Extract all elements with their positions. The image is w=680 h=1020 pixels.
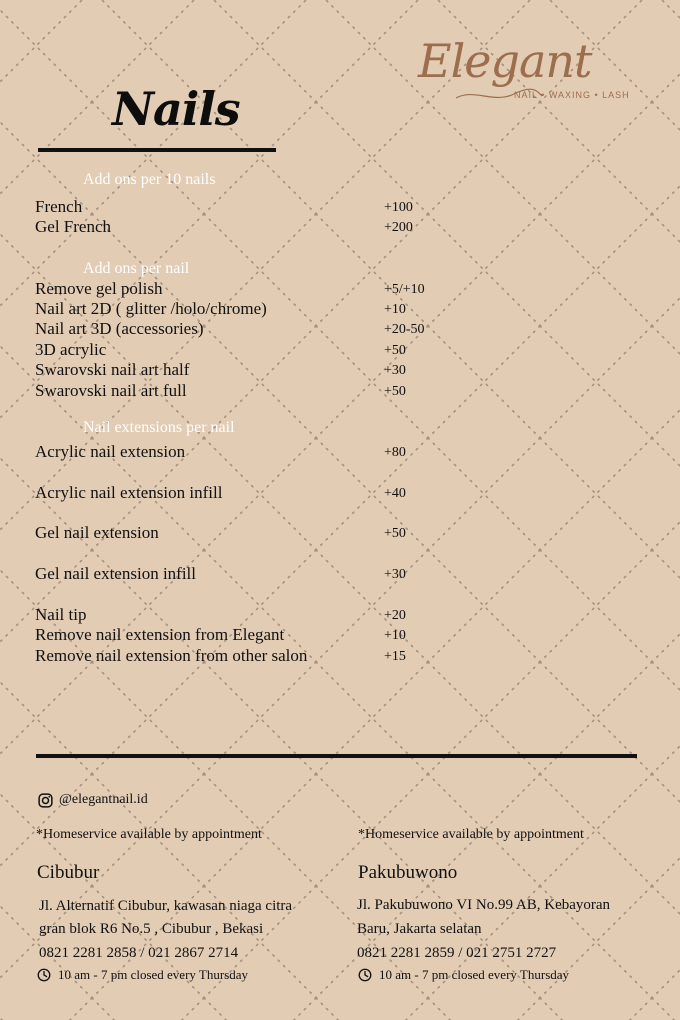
menu-item-price: +50 [384,526,406,541]
title-underline [38,148,276,152]
menu-item-name: Gel nail extension infill [35,564,196,583]
menu-item-price: +5/+10 [384,282,425,297]
page-title: Nails [112,82,240,136]
opening-hours [37,967,248,983]
menu-item-name: Remove nail extension from other salon [35,646,308,665]
menu-item-price: +10 [384,628,406,643]
menu-item-name: Acrylic nail extension infill [35,483,223,502]
logo-subtitle: NAIL • WAXING • LASH [514,90,630,100]
menu-item-name: Remove gel polish [35,279,163,298]
hours-text: 10 am - 7 pm closed every Thursday [58,967,249,982]
menu-item-price: +20 [384,608,406,623]
menu-item-price: +20-50 [384,322,425,337]
menu-item-name: 3D acrylic [35,340,107,359]
section-label-extensions: Nail extensions per nail [83,419,235,436]
homeservice-note: *Homeservice available by appointment [36,827,262,842]
menu-item-price: +50 [384,384,406,399]
menu-item-price: +200 [384,220,413,235]
menu-item-name: Nail art 2D ( glitter /holo/chrome) [35,299,267,318]
phone-numbers: 0821 2281 2859 / 021 2751 2727 [357,945,557,961]
address-line-1: Jl. Alternatif Cibubur, kawasan niaga citra [39,898,293,914]
logo-script: Elegant [418,34,592,88]
menu-item-name: French [35,197,83,216]
section-label-add-ons-10: Add ons per 10 nails [83,171,216,188]
homeservice-note: *Homeservice available by appointment [358,827,584,842]
footer-divider [36,754,637,758]
menu-item-name: Gel nail extension [35,523,159,542]
menu-item-price: +80 [384,445,406,460]
hours-text: 10 am - 7 pm closed every Thursday [379,967,570,982]
clock-icon [358,968,372,982]
section-label-add-ons-nail: Add ons per nail [83,260,190,277]
menu-item-price: +10 [384,302,406,317]
menu-item-name: Acrylic nail extension [35,442,186,461]
menu-item-price: +30 [384,363,406,378]
menu-item-name: Swarovski nail art full [35,381,187,400]
address-line-2: gran blok R6 No.5 , Cibubur , Bekasi [39,921,264,937]
menu-item-price: +30 [384,567,406,582]
branch-name-cibubur: Cibubur [37,862,100,883]
branch-name-pakubuwono: Pakubuwono [358,862,458,883]
menu-item-price: +40 [384,486,406,501]
instagram-icon [38,793,53,808]
instagram-handle: @elegantnail.id [59,792,148,807]
menu-item-name: Nail art 3D (accessories) [35,319,204,338]
menu-item-price: +100 [384,200,413,215]
brand-logo [410,34,630,114]
clock-icon [37,968,51,982]
menu-item-name: Swarovski nail art half [35,360,190,379]
instagram-link[interactable] [38,792,148,808]
address-line-1: Jl. Pakubuwono VI No.99 AB, Kebayoran [357,897,611,913]
address-line-2: Baru, Jakarta selatan [357,921,482,937]
menu-item-price: +15 [384,649,406,664]
opening-hours [358,967,569,983]
phone-numbers: 0821 2281 2858 / 021 2867 2714 [39,945,239,961]
menu-item-name: Remove nail extension from Elegant [35,625,285,644]
menu-item-name: Gel French [35,217,112,236]
menu-item-price: +50 [384,343,406,358]
menu-item-name: Nail tip [35,605,87,624]
